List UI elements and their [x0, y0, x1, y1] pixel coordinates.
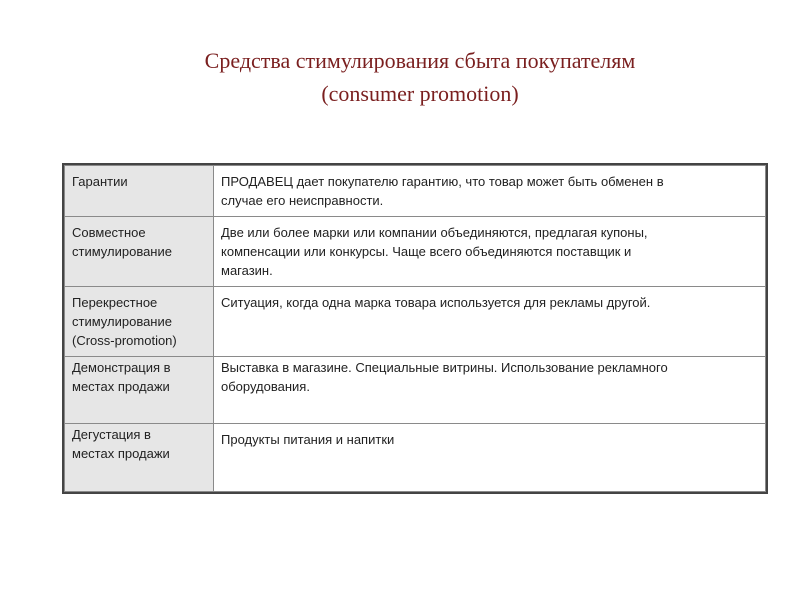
description-line: Две или более марки или компании объединяются, предлагая купоны,: [221, 225, 648, 240]
term-line: стимулирование: [72, 314, 172, 329]
term-line: местах продажи: [72, 446, 170, 461]
title-line-1: Средства стимулирования сбыта покупателям: [204, 48, 636, 73]
description-cell: [214, 166, 766, 217]
promotion-table: [64, 165, 766, 492]
term-line: Перекрестное: [72, 295, 158, 310]
description-line: Выставка в магазине. Специальные витрины. Использование рекламного: [221, 360, 668, 375]
table-row: [65, 217, 766, 287]
term-line: (Cross-promotion): [72, 333, 177, 348]
term-line: Дегустация в: [72, 427, 151, 442]
description-line: оборудования.: [221, 379, 310, 394]
term-line: Гарантии: [72, 174, 128, 189]
description-cell: [214, 217, 766, 287]
description-cell: [214, 287, 766, 357]
slide-title: [0, 44, 800, 110]
table-row: [65, 166, 766, 217]
description-cell: [214, 357, 766, 424]
description-line: компенсации или конкурсы. Чаще всего объединяются поставщик и: [221, 244, 632, 259]
title-line-2: (consumer promotion): [321, 81, 519, 106]
table-row: [65, 424, 766, 492]
description-line: Ситуация, когда одна марка товара используется для рекламы другой.: [221, 295, 651, 310]
term-line: стимулирование: [72, 244, 172, 259]
term-cell: [65, 217, 214, 287]
description-line: Продукты питания и напитки: [221, 432, 395, 447]
description-line: магазин.: [221, 263, 273, 278]
description-cell: [214, 424, 766, 492]
term-cell: [65, 424, 214, 492]
term-cell: [65, 287, 214, 357]
term-line: Демонстрация в: [72, 360, 171, 375]
term-line: местах продажи: [72, 379, 170, 394]
term-cell: [65, 357, 214, 424]
table-row: [65, 287, 766, 357]
description-line: ПРОДАВЕЦ дает покупателю гарантию, что товар может быть обменен в: [221, 174, 664, 189]
description-line: случае его неисправности.: [221, 193, 384, 208]
term-line: Совместное: [72, 225, 146, 240]
table-row: [65, 357, 766, 424]
term-cell: [65, 166, 214, 217]
